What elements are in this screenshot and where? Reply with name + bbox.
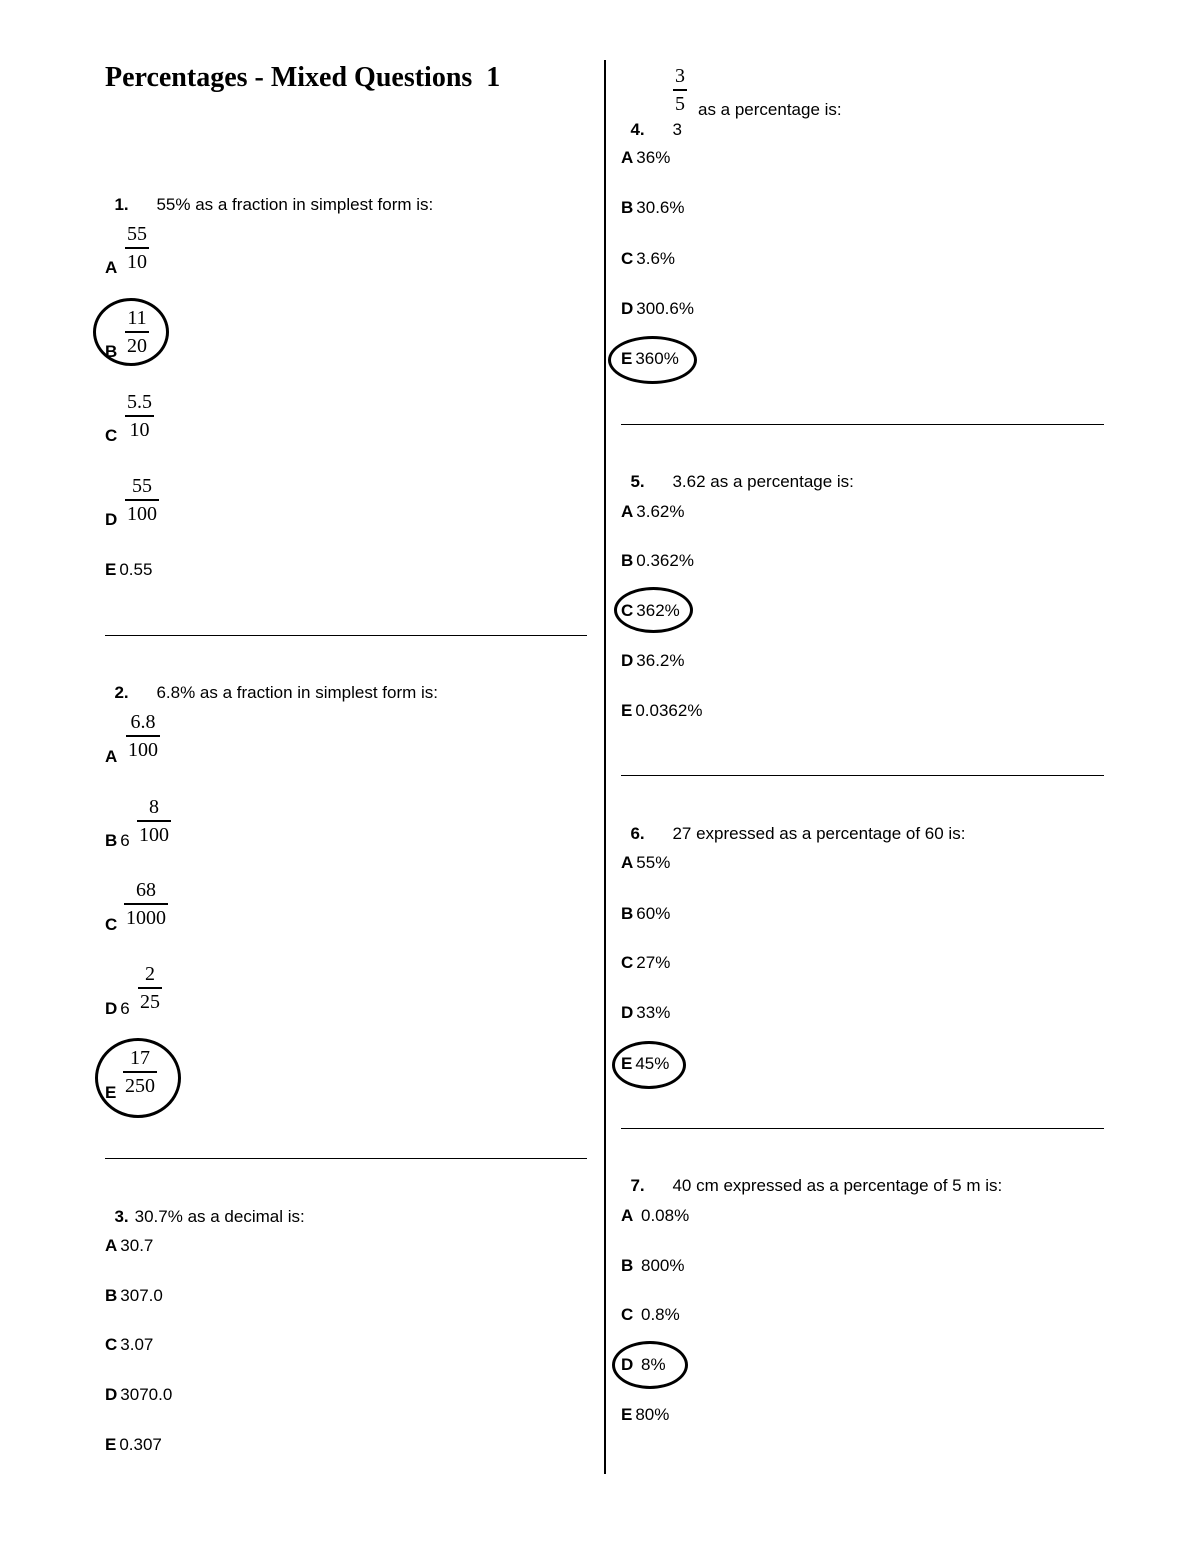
option-letter: D (621, 651, 634, 670)
numerator: 11 (127, 307, 147, 329)
question-text: 6.8% as a fraction in simplest form is: (156, 683, 438, 702)
section-divider (621, 1128, 1104, 1129)
fraction-2a (126, 710, 160, 762)
option-5a[interactable] (621, 502, 684, 522)
option-value: 0.55 (119, 560, 153, 579)
option-value: 800% (636, 1256, 685, 1275)
option-5d[interactable] (621, 651, 684, 671)
option-letter: D (621, 1355, 634, 1374)
option-value: 3.62% (636, 502, 685, 521)
option-letter: E (105, 1435, 117, 1454)
option-letter: B (621, 1256, 634, 1275)
denominator: 100 (139, 824, 169, 846)
page-title: Percentages - Mixed Questions 1 (105, 62, 501, 93)
option-letter: D (105, 510, 118, 529)
option-letter: D (105, 1385, 118, 1404)
denominator: 250 (125, 1075, 155, 1097)
fraction-2c (124, 878, 168, 930)
question-number: 1. (114, 195, 129, 214)
option-4a[interactable] (621, 148, 670, 168)
option-value: 362% (636, 601, 680, 620)
option-2d[interactable] (105, 999, 130, 1019)
option-4c[interactable] (621, 249, 675, 269)
question-number: 6. (630, 824, 645, 843)
option-letter: E (621, 349, 633, 368)
question-number: 4. (630, 120, 645, 139)
option-2a[interactable] (105, 747, 120, 767)
option-value: 0.8% (636, 1305, 680, 1324)
option-letter: D (621, 1003, 634, 1022)
option-7e[interactable] (621, 1405, 669, 1425)
option-1a[interactable] (105, 258, 120, 278)
option-5e[interactable] (621, 701, 702, 721)
option-value: 0.362% (636, 551, 694, 570)
question-1 (105, 175, 433, 215)
option-1d[interactable] (105, 510, 120, 530)
option-value: 300.6% (636, 299, 694, 318)
question-text: 27 expressed as a percentage of 60 is: (672, 824, 966, 843)
question-6 (621, 804, 965, 844)
option-letter: C (621, 601, 634, 620)
option-7a[interactable] (621, 1206, 689, 1226)
option-7b[interactable] (621, 1256, 684, 1276)
fraction-1d (125, 474, 159, 526)
numerator: 2 (145, 963, 155, 985)
question-4-text: as a percentage is: (698, 100, 842, 119)
option-value: 33% (636, 1003, 671, 1022)
numerator: 8 (149, 796, 159, 818)
option-7c[interactable] (621, 1305, 680, 1325)
denominator: 25 (140, 991, 160, 1013)
option-letter: E (105, 560, 117, 579)
question-text: 30.7% as a decimal is: (134, 1207, 305, 1226)
option-letter: B (105, 831, 118, 850)
question-number: 5. (630, 472, 645, 491)
option-value: 80% (635, 1405, 670, 1424)
section-divider (105, 1158, 587, 1159)
option-value: 30.7 (120, 1236, 154, 1255)
option-letter: A (105, 1236, 118, 1255)
option-3b[interactable] (105, 1286, 163, 1306)
option-value: 360% (635, 349, 679, 368)
denominator: 20 (127, 335, 147, 357)
option-letter: C (105, 1335, 118, 1354)
option-1e[interactable] (105, 560, 152, 580)
fraction-4 (673, 64, 687, 116)
option-4b[interactable] (621, 198, 684, 218)
option-value: 307.0 (120, 1286, 163, 1305)
option-letter: B (105, 342, 118, 361)
option-value: 0.0362% (635, 701, 703, 720)
option-6c[interactable] (621, 953, 670, 973)
section-divider (621, 424, 1104, 425)
question-text: 55% as a fraction in simplest form is: (156, 195, 434, 214)
option-5b[interactable] (621, 551, 694, 571)
option-letter: E (621, 1405, 633, 1424)
option-value: 3.07 (120, 1335, 154, 1354)
numerator: 3 (675, 65, 685, 87)
whole-number: 3 (672, 120, 682, 139)
whole-number: 6 (120, 831, 130, 850)
option-value: 55% (636, 853, 671, 872)
question-3 (105, 1187, 305, 1227)
section-divider (621, 775, 1104, 776)
option-value: 3070.0 (120, 1385, 173, 1404)
option-letter: B (621, 551, 634, 570)
denominator: 5 (675, 93, 685, 115)
question-5 (621, 452, 854, 492)
option-4d[interactable] (621, 299, 694, 319)
numerator: 5.5 (127, 391, 152, 413)
option-letter: B (105, 1286, 118, 1305)
question-number: 3. (114, 1207, 129, 1226)
option-letter: B (621, 198, 634, 217)
numerator: 55 (127, 223, 147, 245)
option-letter: C (105, 915, 118, 934)
numerator: 17 (130, 1047, 150, 1069)
option-6b[interactable] (621, 904, 670, 924)
question-2 (105, 663, 438, 703)
option-1c[interactable] (105, 426, 120, 446)
option-letter: C (621, 1305, 634, 1324)
column-divider (604, 60, 606, 1474)
option-value: 36% (636, 148, 671, 167)
answer-circle (614, 587, 693, 633)
denominator: 10 (129, 419, 150, 441)
denominator: 10 (127, 251, 147, 273)
option-letter: A (105, 747, 118, 766)
option-3e[interactable] (105, 1435, 162, 1455)
option-letter: C (621, 953, 634, 972)
option-letter: A (621, 1206, 634, 1225)
option-value: 0.08% (636, 1206, 690, 1225)
numerator: 68 (136, 879, 156, 901)
question-number: 2. (114, 683, 129, 702)
question-text: 3.62 as a percentage is: (672, 472, 854, 491)
option-letter: A (105, 258, 118, 277)
option-2c[interactable] (105, 915, 120, 935)
answer-circle (608, 336, 697, 384)
option-2b[interactable] (105, 831, 130, 851)
question-text: 40 cm expressed as a percentage of 5 m is: (672, 1176, 1003, 1195)
option-letter: D (621, 299, 634, 318)
option-letter: E (105, 1083, 117, 1102)
option-6d[interactable] (621, 1003, 670, 1023)
option-6a[interactable] (621, 853, 670, 873)
option-letter: B (621, 904, 634, 923)
option-value: 8% (636, 1355, 666, 1374)
option-letter: C (105, 426, 118, 445)
answer-circle (612, 1041, 686, 1089)
option-value: 3.6% (636, 249, 676, 268)
option-letter: E (621, 1054, 633, 1073)
denominator: 1000 (126, 907, 166, 929)
fraction-2d (138, 962, 162, 1014)
option-letter: A (621, 853, 634, 872)
denominator: 100 (128, 739, 158, 761)
option-value: 0.307 (119, 1435, 162, 1454)
option-value: 30.6% (636, 198, 685, 217)
answer-circle (93, 298, 169, 366)
option-3a[interactable] (105, 1236, 153, 1256)
answer-circle (612, 1341, 688, 1389)
denominator: 100 (127, 503, 157, 525)
option-value: 36.2% (636, 651, 685, 670)
whole-number: 6 (120, 999, 130, 1018)
fraction-2b (137, 795, 171, 847)
question-7 (621, 1156, 1002, 1196)
numerator: 6.8 (130, 711, 156, 733)
option-letter: A (621, 502, 634, 521)
option-letter: C (621, 249, 634, 268)
option-letter: A (621, 148, 634, 167)
numerator: 55 (132, 475, 152, 497)
question-number: 7. (630, 1176, 645, 1195)
fraction-1c (125, 390, 154, 442)
section-divider (105, 635, 587, 636)
option-letter: D (105, 999, 118, 1018)
option-value: 27% (636, 953, 671, 972)
answer-circle (95, 1038, 181, 1118)
fraction-1a (125, 222, 149, 274)
option-letter: E (621, 701, 633, 720)
option-value: 45% (635, 1054, 670, 1073)
option-value: 60% (636, 904, 671, 923)
option-3c[interactable] (105, 1335, 153, 1355)
option-3d[interactable] (105, 1385, 172, 1405)
